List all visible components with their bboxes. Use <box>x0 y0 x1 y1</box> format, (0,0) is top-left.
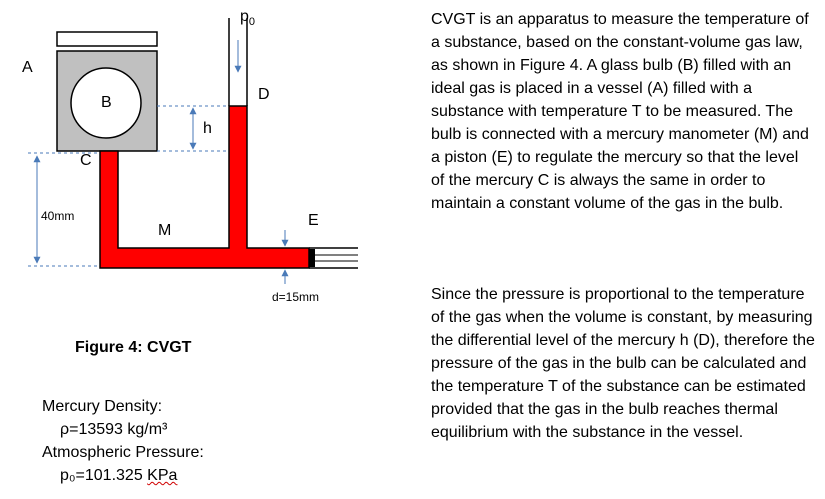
label-height-40mm: 40mm <box>41 209 75 223</box>
label-diameter: d=15mm <box>272 290 320 304</box>
label-p0 <box>240 8 255 28</box>
label-piston-e: E <box>308 212 319 229</box>
label-vessel-a: A <box>22 59 33 76</box>
description-paragraph-2: Since the pressure is proportional to the temperature of the gas when the volume is constant, by measuring the differential level of the mercury h (D), therefore the pressure of the gas in the bulb can be calculated and the temperature T of the substance can be estimated provided that the gas in the bulb reaches thermal equilibrium with the substance in the vessel. <box>431 286 815 441</box>
label-mercury-c: C <box>80 152 92 169</box>
density-label: Mercury Density: <box>42 398 163 415</box>
figure-caption: Figure 4: CVGT <box>75 339 192 356</box>
piston-e[interactable] <box>309 249 315 267</box>
label-h: h <box>203 120 212 137</box>
description-paragraph-1: CVGT is an apparatus to measure the temperature of a substance, based on the constant-volume gas law, as shown in Figure 4. A glass bulb (B) filled with an ideal gas is placed in a vessel (A) filled with a substance with temperature T to be measured. The bulb is connected with a mercury manometer (M) and a piston (E) to regulate the mercury so that the level of the mercury C is always the same in order to maintain a constant volume of the gas in the bulb. <box>431 11 809 212</box>
vessel-lid <box>57 32 157 46</box>
pressure-unit: KPa <box>147 467 178 484</box>
label-tube-d: D <box>258 86 270 103</box>
label-p0-sub: 0 <box>248 16 256 29</box>
pressure-value <box>42 464 204 487</box>
pressure-label: Atmospheric Pressure: <box>42 444 204 461</box>
label-p0-base: p <box>240 8 249 25</box>
label-bulb-b: B <box>101 94 112 111</box>
pressure-value-prefix: p₀=101.325 <box>60 467 148 484</box>
properties-block <box>42 395 204 487</box>
label-manometer-m: M <box>158 222 172 239</box>
density-value: ρ=13593 kg/m³ <box>60 421 168 438</box>
